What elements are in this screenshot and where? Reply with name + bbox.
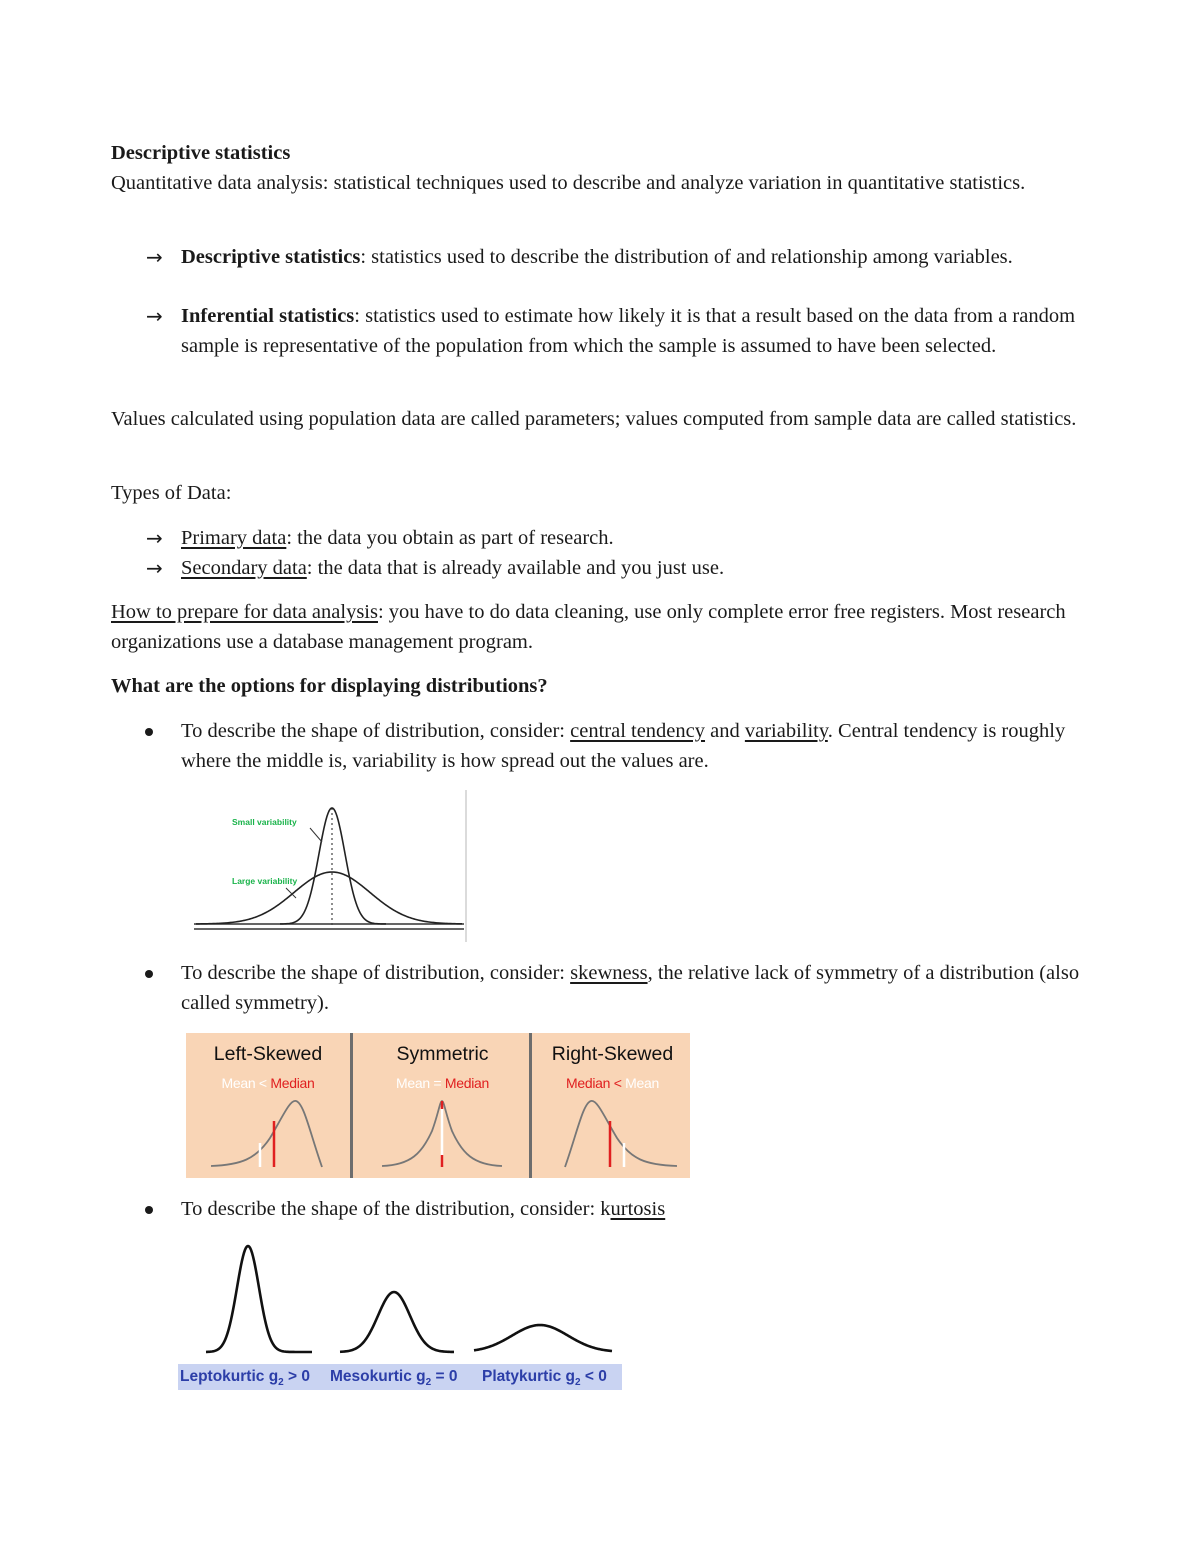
- skewness-figure: [186, 1033, 690, 1178]
- term-variability: variability: [744, 720, 828, 742]
- definition-secondary-data: : the data that is already available and you just use.: [306, 557, 725, 579]
- left-skew-curve: [211, 1101, 322, 1167]
- kurtosis-figure: [178, 1240, 622, 1393]
- kurtosis-label-bar: [178, 1364, 622, 1390]
- term-central-tendency: central tendency: [570, 720, 706, 742]
- section-heading: What are the options for displaying distributions?: [111, 675, 548, 697]
- term-kurtosis: urtosis: [610, 1198, 666, 1220]
- prepare-paragraph: [111, 598, 1086, 657]
- leptokurtic-label: Leptokurtic $g_2 > 0$: [180, 1368, 311, 1389]
- list-item: [181, 717, 1086, 776]
- term-prepare: How to prepare for data analysis: [111, 601, 378, 623]
- bullet-text: , the relative lack of symmetry of a distribution (also called symmetry).: [181, 962, 1080, 1014]
- definition-primary-data: : the data you obtain as part of research.: [286, 527, 614, 549]
- bullet-dot-icon: [145, 970, 153, 978]
- arrow-bullet-icon: →: [146, 556, 163, 580]
- bullet-text: To describe the shape of the distribution, consider: k: [181, 1198, 611, 1220]
- mesokurtic-label: Mesokurtic $g_2 = 0$: [330, 1368, 458, 1389]
- symmetric-curve-plot: [356, 1093, 529, 1178]
- list-item: [181, 243, 1086, 273]
- definition-descriptive: : statistics used to describe the distribution of and relationship among variables.: [360, 246, 1013, 268]
- list-item: [181, 302, 1086, 361]
- term-primary-data: Primary data: [181, 527, 287, 549]
- bullet-text: To describe the shape of distribution, consider:: [181, 962, 571, 984]
- skew-panel-left: [186, 1033, 353, 1178]
- large-variability-label: Large variability: [232, 876, 298, 886]
- skew-panel-middle: [356, 1033, 532, 1178]
- skew-panel-right: [535, 1033, 690, 1178]
- arrow-bullet-icon: →: [146, 526, 163, 550]
- term-skewness: skewness: [570, 962, 648, 984]
- variability-figure: [190, 790, 470, 942]
- definition-inferential: : statistics used to estimate how likely it is that a result based on the data from a random sample is representative of the population from which the sample is assumed to have been selected.: [181, 305, 1076, 357]
- term-descriptive: Descriptive statistics: [181, 246, 361, 268]
- mesokurtic-curve: [340, 1292, 454, 1352]
- bullet-text: and: [705, 720, 745, 742]
- bullet-text: To describe the shape of distribution, consider:: [181, 720, 571, 742]
- leptokurtic-curve: [206, 1246, 312, 1352]
- panel-subtitle: Mean = Median: [395, 1075, 489, 1091]
- bullet-dot-icon: [145, 1206, 153, 1214]
- right-skew-curve: [565, 1101, 677, 1167]
- term-secondary-data: Secondary data: [181, 557, 307, 579]
- definition-prepare: : you have to do data cleaning, use only complete error free registers. Most research organizations use a database management program.: [111, 601, 1066, 653]
- left-skew-curve-plot: [186, 1093, 350, 1178]
- term-inferential: Inferential statistics: [181, 305, 355, 327]
- panel-title: Right-Skewed: [551, 1043, 674, 1065]
- right-skew-curve-plot: [535, 1093, 690, 1178]
- platykurtic-curve: [474, 1325, 612, 1351]
- kurtosis-curves: [178, 1240, 622, 1365]
- list-item: [181, 959, 1086, 1018]
- small-variability-label: Small variability: [232, 817, 297, 827]
- platykurtic-label: Platykurtic $g_2 < 0$: [482, 1368, 607, 1389]
- arrow-bullet-icon: →: [146, 304, 163, 328]
- panel-title: Symmetric: [396, 1043, 489, 1065]
- pointer-line: [310, 828, 322, 842]
- bullet-dot-icon: [145, 728, 153, 736]
- panel-subtitle: Median < Mean: [565, 1075, 659, 1091]
- list-item: [181, 1195, 1086, 1225]
- list-item: [181, 554, 1086, 584]
- panel-title: Left-Skewed: [213, 1043, 323, 1065]
- types-of-data-heading: Types of Data:: [111, 482, 232, 504]
- bullet-text: . Central tendency is roughly where the middle is, variability is how spread out the values are.: [181, 720, 1066, 772]
- list-item: [181, 524, 1086, 554]
- parameters-paragraph: Values calculated using population data are called parameters; values computed from sample data are called statistics.: [111, 408, 1077, 430]
- page-title: Descriptive statistics: [111, 142, 291, 164]
- arrow-bullet-icon: →: [146, 245, 163, 269]
- intro-paragraph: Quantitative data analysis: statistical techniques used to describe and analyze variation in quantitative statistics.: [111, 172, 1026, 194]
- panel-subtitle: Mean < Median: [221, 1075, 315, 1091]
